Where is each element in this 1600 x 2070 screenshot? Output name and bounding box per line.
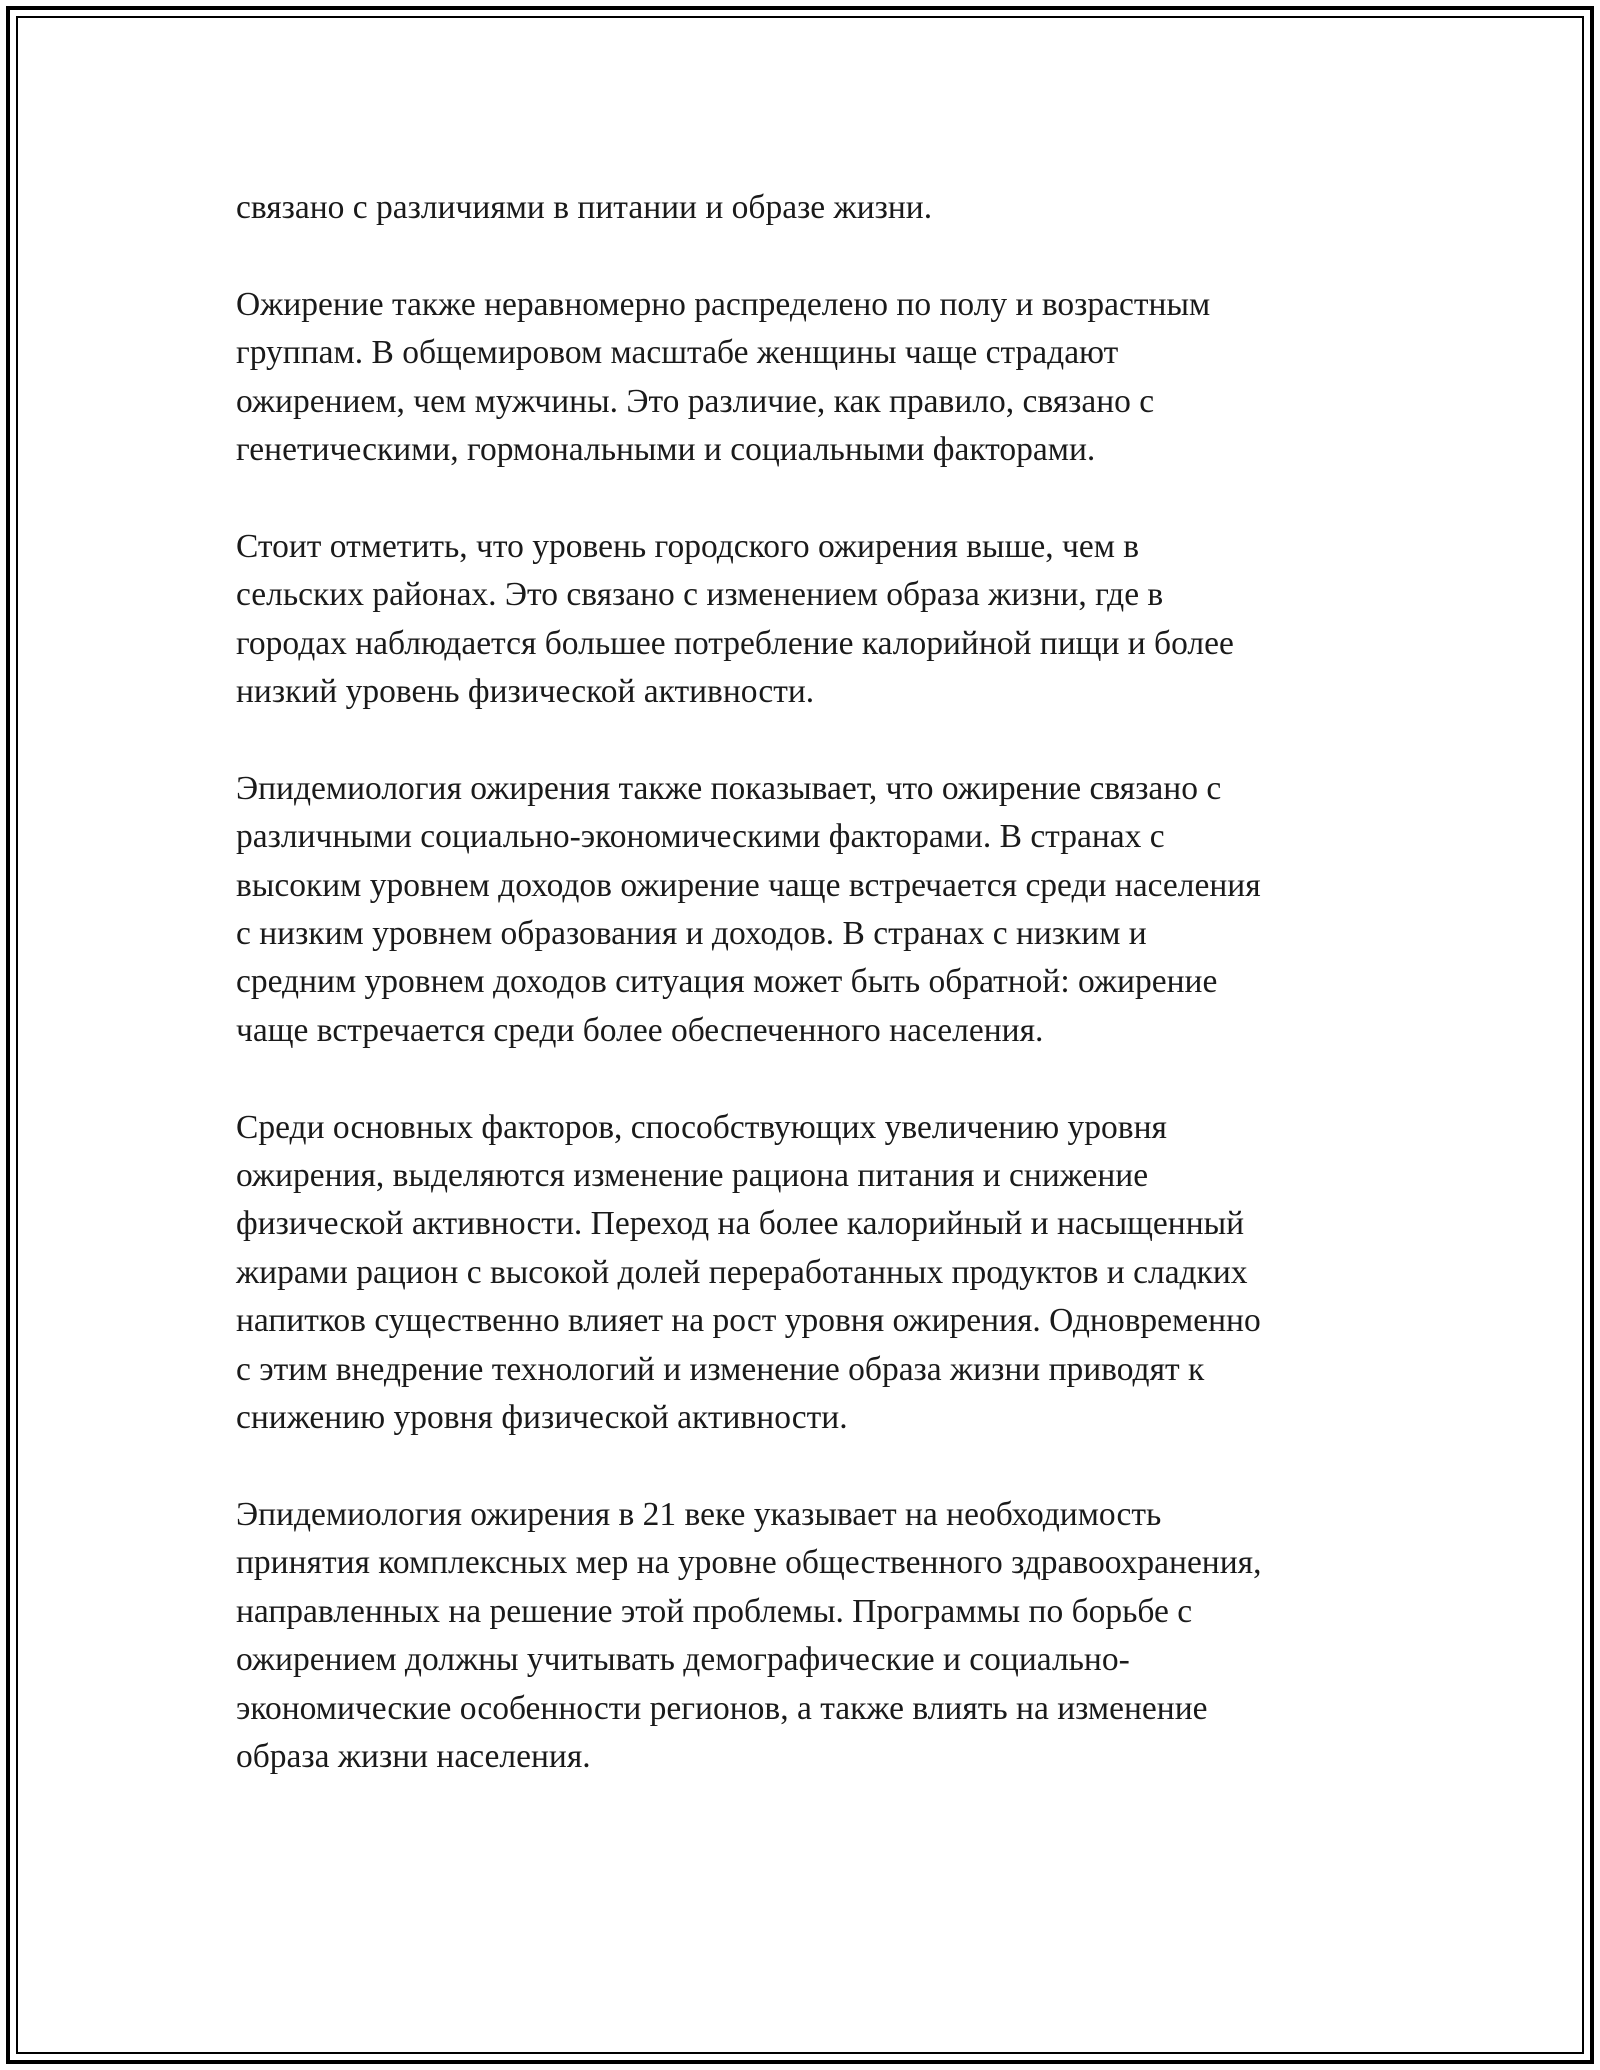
paragraph-6: Эпидемиология ожирения в 21 веке указывает на необходимость принятия комплексных мер на уровне общественного здравоохранения, направленных на решение этой проблемы. Программы по борьбе с ожирением должны учитывать демографические и социально- экономические особенности регионов, а также влиять на изменение образа жизни населения.	[236, 1495, 1262, 1775]
paragraph-1: связано с различиями в питании и образе жизни.	[236, 189, 933, 226]
paragraph-3: Стоит отметить, что уровень городского ожирения выше, чем в сельских районах. Это связано с изменением образа жизни, где в городах наблюдается большее потребление калорийной пищи и более низкий уровень физической активности.	[236, 527, 1234, 711]
paragraph-4: Эпидемиология ожирения также показывает, что ожирение связано с различными социально-экономическими факторами. В странах с высоким уровнем доходов ожирение чаще встречается среди населения с низким уровнем образования и доходов. В странах с низким и средним уровнем доходов ситуация может быть обратной: ожирение чаще встречается среди более обеспеченного населения.	[236, 769, 1261, 1049]
paragraph-5: Среди основных факторов, способствующих увеличению уровня ожирения, выделяются изменение рациона питания и снижение физической активности. Переход на более калорийный и насыщенный жирами рацион с высокой долей переработанных продуктов и сладких напитков существенно влияет на рост уровня ожирения. Одновременно с этим внедрение технологий и изменение образа жизни приводят к снижению уровня физической активности.	[236, 1108, 1261, 1437]
document-body	[236, 184, 1376, 1830]
paragraph-2: Ожирение также неравномерно распределено по полу и возрастным группам. В общемировом масштабе женщины чаще страдают ожирением, чем мужчины. Это различие, как правило, связано с генетическими, гормональными и социальными факторами.	[236, 285, 1211, 469]
